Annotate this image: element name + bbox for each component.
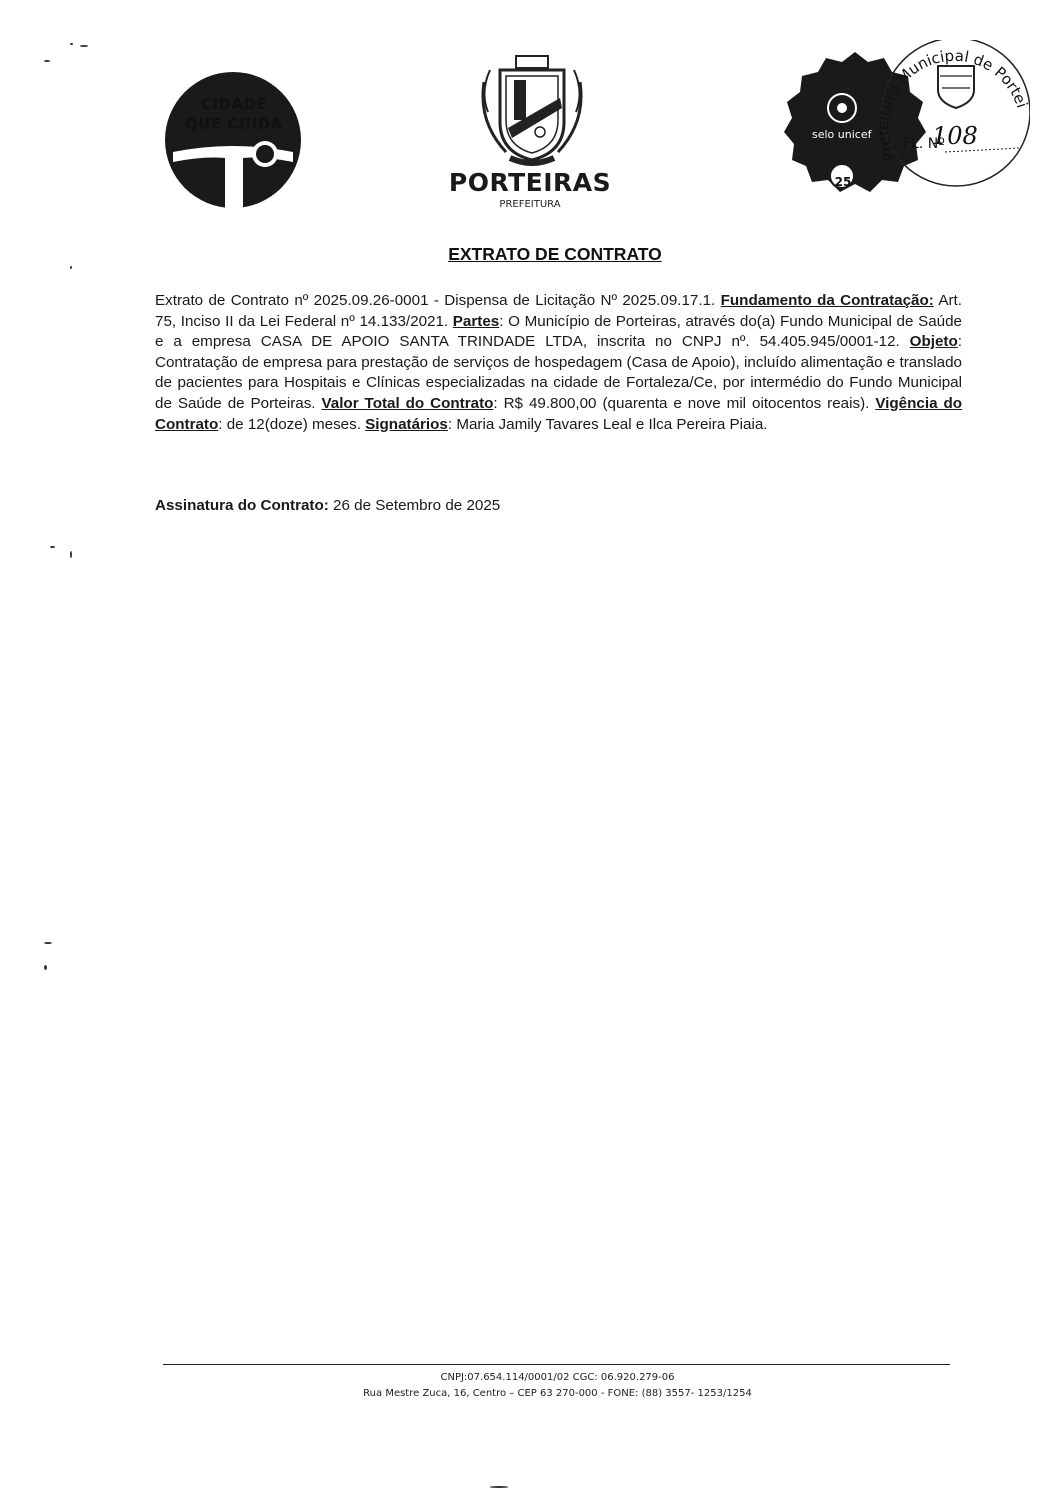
scan-speck bbox=[490, 1486, 508, 1488]
brand-name: PORTEIRAS bbox=[448, 168, 612, 197]
body-text-valor: : R$ 49.800,00 (quarenta e nove mil oitocentos reais). bbox=[493, 394, 876, 412]
logo-left-line1: CIDADE bbox=[200, 95, 268, 113]
label-objeto: Objeto bbox=[909, 333, 958, 351]
seal-text: selo unicef bbox=[812, 128, 872, 141]
scan-speck bbox=[44, 60, 50, 62]
body-text-partes: : O Município de Porteiras, através do(a) Fundo Municipal de Saúde e a empresa CASA DE APOIO SANTA TRINDADE LTDA, inscrita no CNPJ nº. 54.405.945/0001-12. bbox=[155, 312, 962, 351]
label-valor: Valor Total do Contrato bbox=[321, 394, 494, 412]
scan-speck bbox=[44, 942, 52, 944]
footer-divider bbox=[163, 1364, 950, 1365]
body-text-fundamento: Art. 75, Inciso II da Lei Federal nº 14.133/2021. bbox=[155, 292, 962, 330]
seal-year: 25 bbox=[834, 175, 852, 189]
cidade-que-cuida-emblem bbox=[163, 70, 303, 210]
footer-address: Rua Mestre Zuca, 16, Centro – CEP 63 270-000 - FONE: (88) 3557- 1253/1254 bbox=[363, 1388, 752, 1399]
signature-label: Assinatura do Contrato: bbox=[155, 497, 329, 514]
scan-speck bbox=[70, 266, 72, 269]
fl-label: FL. Nº bbox=[903, 136, 945, 152]
scan-speck bbox=[44, 965, 47, 970]
porteiras-coat-of-arms bbox=[476, 52, 588, 170]
body-text-signatarios: : Maria Jamily Tavares Leal e Ilca Pereira Piaia. bbox=[447, 415, 768, 433]
label-partes: Partes bbox=[452, 312, 500, 330]
body-text-intro: Extrato de Contrato nº 2025.09.26-0001 - Dispensa de Licitação Nº 2025.09.17.1. bbox=[155, 292, 721, 309]
fl-number: 108 bbox=[932, 122, 978, 150]
footer-cnpj: CNPJ:07.654.114/0001/02 CGC: 06.920.279-06 bbox=[440, 1372, 675, 1383]
brand-subtitle: PREFEITURA bbox=[499, 199, 561, 210]
logo-left-line2: QUE CUIDA bbox=[185, 115, 283, 133]
coat-of-arms-graphic bbox=[476, 52, 588, 170]
signature-date: 26 de Setembro de 2025 bbox=[328, 497, 501, 514]
stamp-arc-text: Prefeitura Municipal de Portei bbox=[874, 46, 1030, 164]
scan-speck bbox=[80, 45, 88, 47]
label-fundamento: Fundamento da Contratação: bbox=[720, 292, 934, 309]
prefeitura-stamp bbox=[870, 40, 1030, 200]
body-text-objeto: : Contratação de empresa para prestação de serviços de hospedagem (Casa de Apoio), incluído alimentação e translado de pacientes para Hospitais e Clínicas especializadas na cidade de Fortaleza/Ce, por intermédio do Fundo Municipal de Saúde de Porteiras. bbox=[155, 333, 962, 412]
signature-date-line bbox=[155, 497, 500, 514]
contract-extract-body bbox=[155, 291, 962, 435]
scan-speck bbox=[70, 43, 73, 45]
stamp-graphic bbox=[870, 40, 1030, 200]
document-title: EXTRATO DE CONTRATO bbox=[448, 244, 662, 264]
label-vigencia: Vigência do Contrato bbox=[155, 394, 963, 433]
label-signatarios: Signatários bbox=[365, 415, 448, 433]
scan-speck bbox=[70, 551, 72, 558]
scan-speck bbox=[50, 546, 55, 548]
cidade-que-cuida-logo bbox=[163, 70, 303, 210]
body-text-vigencia: : de 12(doze) meses. bbox=[218, 415, 366, 433]
